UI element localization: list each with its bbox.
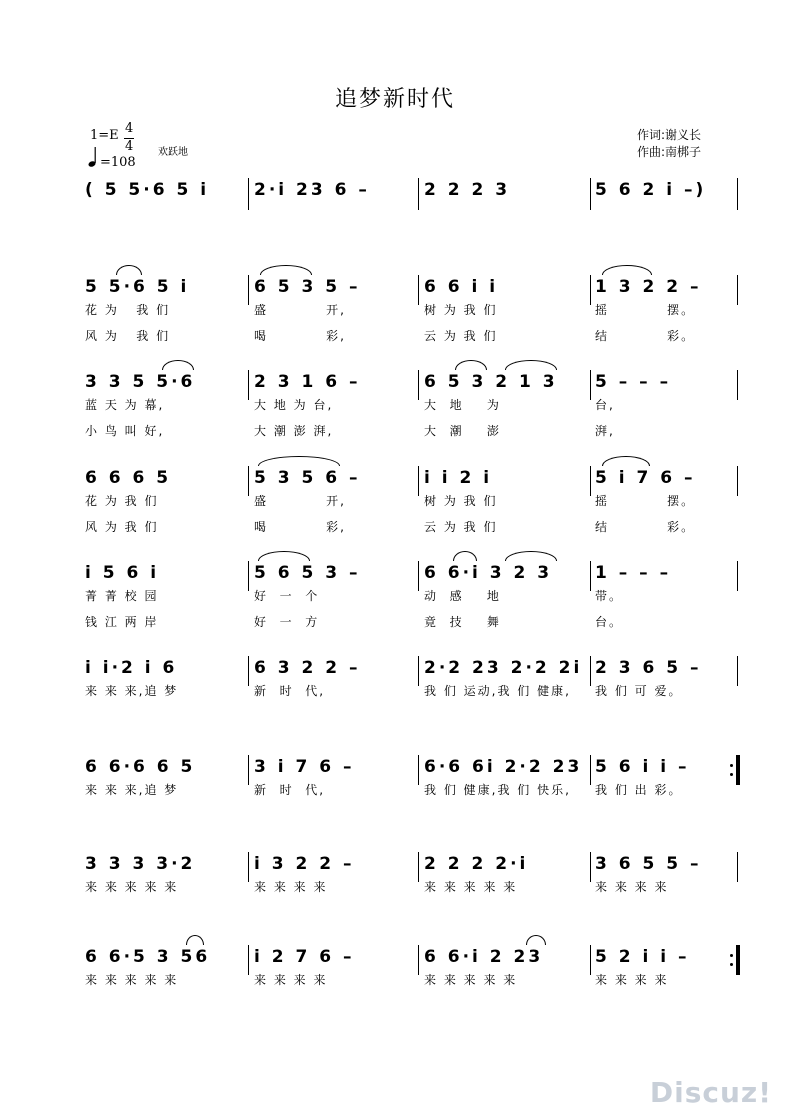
barline	[248, 755, 249, 785]
measure-notes: i i 2 i	[424, 468, 493, 488]
measure-notes: 5 6 5 3 –	[254, 563, 361, 583]
slur-mark	[505, 360, 557, 370]
barline	[418, 275, 419, 305]
lyric-verse-2: 钱 江 两 岸	[85, 615, 159, 629]
lyric-verse-1: 摇 摆。	[595, 494, 696, 508]
measure-notes: ( 5 5·6 5 i	[85, 180, 210, 200]
barline	[418, 466, 419, 496]
measure-notes: 5 3 5 6 –	[254, 468, 361, 488]
slur-mark	[162, 360, 194, 370]
lyric-verse-1: 带。	[595, 589, 624, 603]
barline	[248, 656, 249, 686]
measure-notes: 3 3 5 5·6	[85, 372, 196, 392]
slur-mark	[258, 551, 310, 561]
barline	[248, 561, 249, 591]
lyric-verse-2: 大 潮 澎 湃,	[254, 424, 334, 438]
lyric-verse-1: 花 为 我 们	[85, 494, 159, 508]
lyric-verse-2: 风 为 我 们	[85, 520, 159, 534]
measure-notes: i 5 6 i	[85, 563, 160, 583]
barline	[418, 852, 419, 882]
lyric-verse-1: 来 来 来 来	[595, 973, 669, 987]
watermark-logo: Discuz!	[649, 1076, 772, 1109]
lyric-verse-2: 竟 技 舞	[424, 615, 501, 629]
barline	[737, 275, 738, 305]
lyric-verse-1: 花 为 我 们	[85, 303, 171, 317]
measure-notes: 2·2 23 2·2 2i	[424, 658, 583, 678]
measure-notes: 6 6·i 3 2 3	[424, 563, 553, 583]
barline	[590, 370, 591, 400]
lyric-verse-1: 盛 开,	[254, 494, 346, 508]
lyric-verse-1: 来 来 来 来 来	[85, 880, 179, 894]
measure-notes: 5 – – –	[595, 372, 672, 392]
lyric-verse-1: 菁 菁 校 园	[85, 589, 159, 603]
lyric-verse-2: 结 彩。	[595, 520, 696, 534]
barline	[590, 275, 591, 305]
measure-notes: 2·i 23 6 –	[254, 180, 370, 200]
measure-notes: 6 5 3 5 –	[254, 277, 361, 297]
repeat-sign-icon	[730, 755, 740, 785]
lyric-verse-1: 树 为 我 们	[424, 494, 498, 508]
barline	[737, 656, 738, 686]
lyric-verse-1: 我 们 可 爱。	[595, 684, 683, 698]
measure-notes: 6 6 6 5	[85, 468, 172, 488]
measure-notes: 5 6 i i –	[595, 757, 690, 777]
slur-mark	[453, 551, 477, 561]
slur-mark	[526, 935, 546, 945]
barline	[737, 466, 738, 496]
barline	[248, 370, 249, 400]
barline	[737, 561, 738, 591]
barline	[737, 370, 738, 400]
lyric-verse-1: 树 为 我 们	[424, 303, 498, 317]
lyric-verse-2: 好 一 方	[254, 615, 320, 629]
lyric-verse-1: 摇 摆。	[595, 303, 696, 317]
barline	[248, 852, 249, 882]
lyric-verse-2: 喝 彩,	[254, 329, 346, 343]
barline	[590, 561, 591, 591]
lyric-verse-1: 来 来 来 来	[254, 880, 328, 894]
barline	[418, 178, 419, 210]
measure-notes: 6 6 i i	[424, 277, 499, 297]
barline	[418, 656, 419, 686]
measure-notes: i i·2 i 6	[85, 658, 178, 678]
slur-mark	[602, 456, 650, 466]
measure-notes: 5 2 i i –	[595, 947, 690, 967]
lyric-verse-1: 来 来 来 来 来	[85, 973, 179, 987]
measure-notes: 5 i 7 6 –	[595, 468, 696, 488]
time-signature-bottom: 4	[125, 139, 134, 154]
measure-notes: 1 – – –	[595, 563, 672, 583]
song-title: 追梦新时代	[334, 87, 455, 112]
slur-mark	[602, 265, 652, 275]
barline	[248, 178, 249, 210]
lyricist-credit: 作词:谢义长	[637, 128, 702, 142]
expression-marking: 欢跃地	[158, 147, 188, 158]
lyric-verse-1: 来 来 来 来	[595, 880, 669, 894]
measure-notes: i 3 2 2 –	[254, 854, 355, 874]
measure-notes: 6·6 6i 2·2 23	[424, 757, 583, 777]
lyric-verse-1: 大 地 为	[424, 398, 501, 412]
slur-mark	[260, 265, 312, 275]
lyric-verse-2: 云 为 我 们	[424, 520, 498, 534]
key-signature: 1=E	[90, 128, 119, 143]
lyric-verse-1: 动 感 地	[424, 589, 501, 603]
lyric-verse-1: 台,	[595, 398, 615, 412]
measure-notes: 2 3 1 6 –	[254, 372, 361, 392]
measure-notes: 6 5 3 2 1 3	[424, 372, 558, 392]
tempo-marking: =108	[100, 155, 136, 170]
barline	[418, 755, 419, 785]
slur-mark	[116, 265, 142, 275]
measure-notes: i 2 7 6 –	[254, 947, 355, 967]
measure-notes: 6 6·i 2 23	[424, 947, 544, 967]
lyric-verse-2: 小 鸟 叫 好,	[85, 424, 165, 438]
barline	[248, 275, 249, 305]
lyric-verse-2: 结 彩。	[595, 329, 696, 343]
time-signature-top: 4	[125, 121, 134, 136]
slur-mark	[258, 456, 340, 466]
lyric-verse-2: 喝 彩,	[254, 520, 346, 534]
lyric-verse-1: 新 时 代,	[254, 684, 326, 698]
slur-mark	[455, 360, 487, 370]
measure-notes: 6 6·6 6 5	[85, 757, 196, 777]
barline	[418, 370, 419, 400]
barline	[590, 656, 591, 686]
repeat-sign-icon	[730, 945, 740, 975]
barline	[590, 852, 591, 882]
measure-notes: 6 6·5 3 56	[85, 947, 211, 967]
barline	[737, 852, 738, 882]
measure-notes: 6 3 2 2 –	[254, 658, 361, 678]
measure-notes: 2 2 2 2·i	[424, 854, 529, 874]
barline	[418, 945, 419, 975]
lyric-verse-1: 来 来 来 来	[254, 973, 328, 987]
lyric-verse-1: 来 来 来,追 梦	[85, 783, 179, 797]
measure-notes: 2 3 6 5 –	[595, 658, 702, 678]
lyric-verse-1: 大 地 为 台,	[254, 398, 334, 412]
barline	[737, 178, 738, 210]
lyric-verse-1: 盛 开,	[254, 303, 346, 317]
composer-credit: 作曲:南梆子	[637, 145, 702, 159]
lyric-verse-1: 我 们 运动,我 们 健康,	[424, 684, 571, 698]
measure-notes: 3 6 5 5 –	[595, 854, 702, 874]
barline	[590, 755, 591, 785]
lyric-verse-2: 云 为 我 们	[424, 329, 498, 343]
barline	[248, 945, 249, 975]
barline	[418, 561, 419, 591]
lyric-verse-1: 来 来 来 来 来	[424, 880, 518, 894]
lyric-verse-2: 台。	[595, 615, 624, 629]
measure-notes: 1 3 2 2 –	[595, 277, 702, 297]
lyric-verse-1: 好 一 个	[254, 589, 320, 603]
lyric-verse-2: 湃,	[595, 424, 615, 438]
lyric-verse-2: 大 潮 澎	[424, 424, 501, 438]
slur-mark	[505, 551, 557, 561]
lyric-verse-1: 我 们 出 彩。	[595, 783, 683, 797]
barline	[590, 945, 591, 975]
measure-notes: 5 5·6 5 i	[85, 277, 190, 297]
barline	[590, 466, 591, 496]
lyric-verse-1: 我 们 健康,我 们 快乐,	[424, 783, 571, 797]
lyric-verse-2: 风 为 我 们	[85, 329, 171, 343]
lyric-verse-1: 来 来 来,追 梦	[85, 684, 179, 698]
barline	[248, 466, 249, 496]
measure-notes: 3 3 3 3·2	[85, 854, 196, 874]
quarter-note-icon	[88, 146, 100, 168]
measure-notes: 5 6 2 i –)	[595, 180, 707, 200]
slur-mark	[186, 935, 204, 945]
measure-notes: 3 i 7 6 –	[254, 757, 355, 777]
lyric-verse-1: 新 时 代,	[254, 783, 326, 797]
barline	[590, 178, 591, 210]
lyric-verse-1: 来 来 来 来 来	[424, 973, 518, 987]
lyric-verse-1: 蓝 天 为 幕,	[85, 398, 165, 412]
measure-notes: 2 2 2 3	[424, 180, 511, 200]
